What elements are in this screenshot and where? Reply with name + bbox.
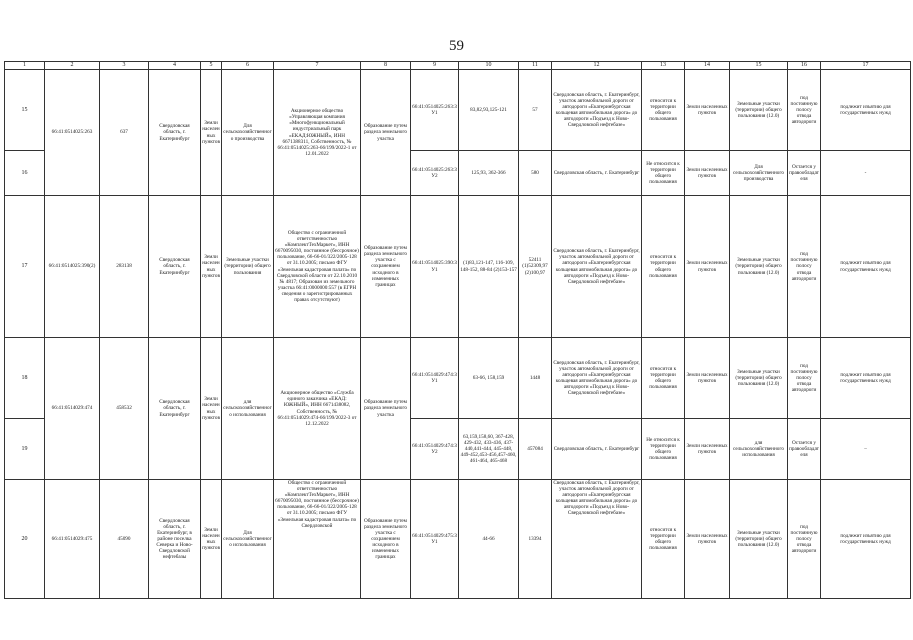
header-cell: 13 xyxy=(642,62,685,70)
row-number: 18 xyxy=(5,338,45,419)
new-area: 457084 xyxy=(519,419,552,480)
area: 637 xyxy=(100,70,149,196)
address: Свердловская область, г. Екатеринбург xyxy=(149,196,201,338)
new-permitted-use: для сельскохозяйственного использования xyxy=(730,419,788,480)
new-permitted-use: Земельные участки (территории) общего пользования (12.0) xyxy=(730,480,788,599)
cadastral-number: 66:41:0514025:263 xyxy=(45,70,100,196)
header-cell: 2 xyxy=(45,62,100,70)
header-cell: 10 xyxy=(459,62,519,70)
new-plot-id: 66:41:0514025:390:ЗУ1 xyxy=(411,196,459,338)
address: Свердловская область, г. Екатеринбург xyxy=(149,338,201,480)
new-plot-id: 66:41:0514029:474:ЗУ2 xyxy=(411,419,459,480)
land-category: Земли населенных пунктов xyxy=(201,70,222,196)
row-number: 15 xyxy=(5,70,45,151)
header-cell: 7 xyxy=(274,62,361,70)
header-cell: 3 xyxy=(100,62,149,70)
note: подлежит изъятию для государственных нужд xyxy=(821,196,911,338)
new-land-category: Земли населенных пунктов xyxy=(685,338,730,419)
new-area: 52411 (1)52309,97 (2)100,97 xyxy=(519,196,552,338)
new-permitted-use: Земельные участки (территории) общего пользования (12.0) xyxy=(730,70,788,151)
table-row xyxy=(5,70,911,151)
land-category: Земли населенных пунктов xyxy=(201,196,222,338)
new-land-category: Земли населенных пунктов xyxy=(685,419,730,480)
boundary-points: (1)83,121-147, 116-109, 148-152, 88-84 (2)153-157 xyxy=(459,196,519,338)
note: подлежит изъятию для государственных нужд xyxy=(821,70,911,151)
cadastral-number: 66:41:0514029:475 xyxy=(45,480,100,599)
page-number: 59 xyxy=(449,38,464,54)
new-plot-id: 66:41:0514029:475:ЗУ1 xyxy=(411,480,459,599)
new-area: 1448 xyxy=(519,338,552,419)
new-permitted-use: Земельные участки (территории) общего пользования (12.0) xyxy=(730,196,788,338)
new-address: Свердловская область, г. Екатеринбург xyxy=(552,151,642,196)
cadastral-number: 66:41:0514025:390(2) xyxy=(45,196,100,338)
new-area: 57 xyxy=(519,70,552,151)
cadastral-number: 66:41:0514029:474 xyxy=(45,338,100,480)
public-use-status: Не относится к территории общего пользования xyxy=(642,419,685,480)
right-holder: Общество с ограниченной ответственностью «КомплектТехМаркет», ИНН 6670095030, постоянное (бессрочное) пользование, 66-66-01/322/2005-128 от 31.10.2005; письмо ФГУ «Земельная кадастровая палата» по Свердловской области от 22.10.2010 № 4817; Образован из земельного участка 66:41:0000000:557 (в ЕГРН сведения о зарегистрированных правах отсутствуют) xyxy=(274,196,361,338)
purpose: Остается у правообладателя xyxy=(788,419,821,480)
header-row xyxy=(5,62,911,70)
purpose: Остается у правообладателя xyxy=(788,151,821,196)
note: - xyxy=(821,151,911,196)
new-area: 13394 xyxy=(519,480,552,599)
right-holder: Акционерное общество «Управляющая компания «Многофункциональный индустриальный парк «ЕКАД:ЮЖНЫЙ», ИНН 6671388311, Собственность, № 66:41:0514025:263-66/199/2022-1 от 12.01.2022 xyxy=(274,70,361,196)
row-number: 16 xyxy=(5,151,45,196)
table-row xyxy=(5,196,911,338)
public-use-status: Не относится к территории общего пользования xyxy=(642,151,685,196)
address: Свердловская область, г. Екатеринбург xyxy=(149,70,201,196)
new-permitted-use: Земельные участки (территории) общего пользования (12.0) xyxy=(730,338,788,419)
area: 45090 xyxy=(100,480,149,599)
header-cell: 4 xyxy=(149,62,201,70)
public-use-status: относится к территории общего пользования xyxy=(642,196,685,338)
right-holder: Акционерное общество «Служба единого заказчика «ЕКАД: ЮЖНЫЙ», ИНН 6671438082, Собственность, № 66:41:0514029:474-66/199/2022-3 от 12.12.2022 xyxy=(274,338,361,480)
boundary-points: 83,82,93,125-121 xyxy=(459,70,519,151)
table-row xyxy=(5,338,911,419)
formation-method: Образование путем раздела земельного участка с сохранением исходного в измененных границах xyxy=(361,196,411,338)
header-cell: 15 xyxy=(730,62,788,70)
purpose: под постоянную полосу отвода автодороги xyxy=(788,338,821,419)
land-category: Земли населенных пунктов xyxy=(201,480,222,599)
row-number: 20 xyxy=(5,480,45,599)
row-number: 17 xyxy=(5,196,45,338)
formation-method: Образование путем раздела земельного участка xyxy=(361,70,411,196)
header-cell: 11 xyxy=(519,62,552,70)
public-use-status: относится к территории общего пользования xyxy=(642,338,685,419)
header-cell: 9 xyxy=(411,62,459,70)
permitted-use: для сельскохозяйственного использования xyxy=(222,338,274,480)
new-address: Свердловская область, г. Екатеринбург, участок автомобильной дороги от автодороги «Екатеринбургская кольцевая автомобильная дорога» до автодороги «Подъезд к Ново-Свердловской нефтебазе» xyxy=(552,338,642,419)
new-address: Свердловская область, г. Екатеринбург xyxy=(552,419,642,480)
new-area: 580 xyxy=(519,151,552,196)
note: подлежит изъятию для государственных нужд xyxy=(821,338,911,419)
header-cell: 16 xyxy=(788,62,821,70)
purpose: под постоянную полосу отвода автодороги xyxy=(788,196,821,338)
public-use-status: относится к территории общего пользования xyxy=(642,480,685,599)
purpose: под постоянную полосу отвода автодороги xyxy=(788,480,821,599)
header-cell: 17 xyxy=(821,62,911,70)
new-land-category: Земли населенных пунктов xyxy=(685,196,730,338)
purpose: под постоянную полосу отвода автодороги xyxy=(788,70,821,151)
boundary-points: 63-66, 158,159 xyxy=(459,338,519,419)
note: – xyxy=(821,419,911,480)
header-cell: 6 xyxy=(222,62,274,70)
note: подлежит изъятию для государственных нужд xyxy=(821,480,911,599)
header-cell: 5 xyxy=(201,62,222,70)
permitted-use: Земельные участки (территории) общего пользования xyxy=(222,196,274,338)
boundary-points: 125,93, 362-366 xyxy=(459,151,519,196)
land-category: Земли населенных пунктов xyxy=(201,338,222,480)
formation-method: Образование путем раздела земельного участка xyxy=(361,338,411,480)
header-cell: 14 xyxy=(685,62,730,70)
header-cell: 12 xyxy=(552,62,642,70)
new-address: Свердловская область, г. Екатеринбург, участок автомобильной дороги от автодороги «Екатеринбургская кольцевая автомобильная дорога» до автодороги «Подъезд к Ново-Свердловской нефтебазе» xyxy=(552,70,642,151)
public-use-status: относится к территории общего пользования xyxy=(642,70,685,151)
new-land-category: Земли населенных пунктов xyxy=(685,70,730,151)
row-number: 19 xyxy=(5,419,45,480)
new-permitted-use: Для сельскохозяйственного производства xyxy=(730,151,788,196)
table-row xyxy=(5,480,911,599)
permitted-use: Для сельскохозяйственного использования xyxy=(222,480,274,599)
address: Свердловская область, г. Екатеринбург, в районе поселка Северка и Ново-Свердловской нефтебазы xyxy=(149,480,201,599)
boundary-points: 63,159,158,60, 367-428, 429-432, 433-436, 437-440,441-444, 445-448, 449-452,453-456,457-460, 461-464, 465-468 xyxy=(459,419,519,480)
boundary-points: 44-66 xyxy=(459,480,519,599)
area: 458532 xyxy=(100,338,149,480)
permitted-use: Для сельскохозяйственного производства xyxy=(222,70,274,196)
formation-method: Образование путем раздела земельного участка с сохранением исходного в измененных границах xyxy=(361,480,411,599)
new-address: Свердловская область, г. Екатеринбург, участок автомобильной дороги от автодороги «Екатеринбургская кольцевая автомобильная дорога» до автодороги «Подъезд к Ново-Свердловской нефтебазе» xyxy=(552,480,642,599)
land-register-table xyxy=(4,61,911,599)
header-cell: 8 xyxy=(361,62,411,70)
new-plot-id: 66:41:0514025:263:ЗУ2 xyxy=(411,151,459,196)
new-plot-id: 66:41:0514025:263:ЗУ1 xyxy=(411,70,459,151)
right-holder: Общество с ограниченной ответственностью «КомплектТехМаркет», ИНН 6670095030, постоянное (бессрочное) пользование, 66-66-01/322/2005-128 от 31.10.2005; письмо ФГУ «Земельная кадастровая палата» по Свердловской xyxy=(274,480,361,599)
new-land-category: Земли населенных пунктов xyxy=(685,151,730,196)
new-plot-id: 66:41:0514029:474:ЗУ1 xyxy=(411,338,459,419)
new-address: Свердловская область, г. Екатеринбург, участок автомобильной дороги от автодороги «Екатеринбургская кольцевая автомобильная дорога» до автодороги «Подъезд к Ново-Свердловской нефтебазе» xyxy=(552,196,642,338)
area: 283138 xyxy=(100,196,149,338)
header-cell: 1 xyxy=(5,62,45,70)
new-land-category: Земли населенных пунктов xyxy=(685,480,730,599)
